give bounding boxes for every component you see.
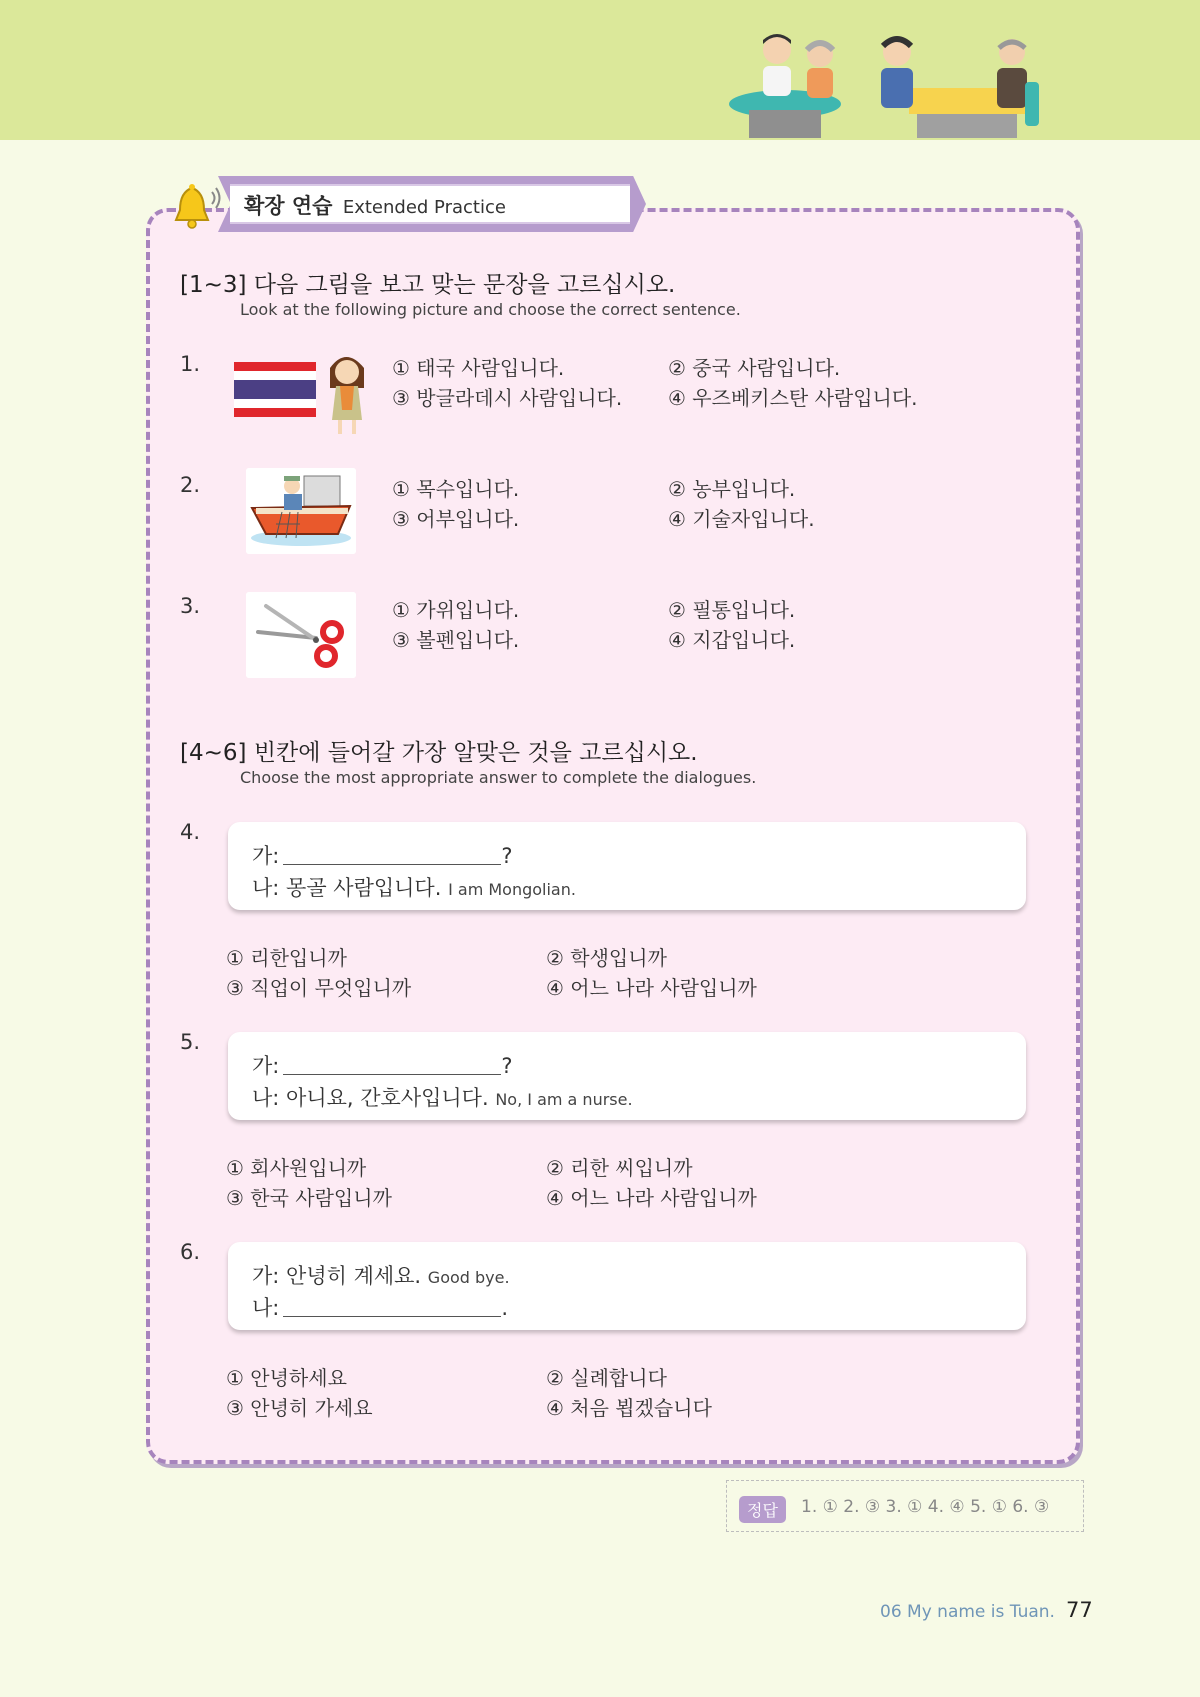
answer-key-text: 1. ① 2. ③ 3. ① 4. ④ 5. ① 6. ③ <box>801 1497 1050 1517</box>
answer-blank[interactable] <box>283 844 501 865</box>
question-4-dialogue <box>228 822 1026 910</box>
answer-key-label: 정답 <box>739 1496 786 1523</box>
scissors-image <box>246 592 356 678</box>
chapter-title: 06 My name is Tuan. <box>880 1602 1055 1622</box>
section-banner <box>218 176 646 232</box>
question-6-option-2[interactable]: ② 실례합니다 <box>546 1366 667 1390</box>
question-5-dialogue <box>228 1032 1026 1120</box>
question-3-option-1[interactable]: ① 가위입니다. <box>392 598 520 622</box>
question-4-option-1[interactable]: ① 리한입니까 <box>226 946 347 970</box>
question-5-option-2[interactable]: ② 리한 씨입니까 <box>546 1156 693 1180</box>
fisherman-boat-image <box>246 468 356 554</box>
thailand-flag-image <box>234 362 316 418</box>
question-2-option-3[interactable]: ③ 어부입니다. <box>392 507 520 531</box>
section-title-ko: 확장 연습 <box>244 194 333 218</box>
question-2-option-2[interactable]: ② 농부입니다. <box>668 477 796 501</box>
dialogue-line-2: 나: . <box>252 1296 509 1320</box>
bell-icon <box>172 182 224 232</box>
part2-instruction: [4~6] 빈칸에 들어갈 가장 알맞은 것을 고르십시오. <box>180 740 698 766</box>
question-3-option-2[interactable]: ② 필통입니다. <box>668 598 796 622</box>
part1-instruction-en: Look at the following picture and choose the correct sentence. <box>240 300 741 319</box>
section-title-en: Extended Practice <box>342 197 506 218</box>
question-1-option-2[interactable]: ② 중국 사람입니다. <box>668 356 841 380</box>
question-6-option-1[interactable]: ① 안녕하세요 <box>226 1366 347 1390</box>
dialogue-line-1: 가: ? <box>252 1054 513 1078</box>
section-title <box>244 190 506 220</box>
question-3-option-4[interactable]: ④ 지갑입니다. <box>668 628 796 652</box>
question-6-option-3[interactable]: ③ 안녕히 가세요 <box>226 1396 373 1420</box>
dialogue-line-2: 나: 몽골 사람입니다. I am Mongolian. <box>252 876 576 900</box>
answer-key-box <box>726 1480 1084 1532</box>
question-3-option-3[interactable]: ③ 볼펜입니다. <box>392 628 520 652</box>
question-4-option-2[interactable]: ② 학생입니까 <box>546 946 667 970</box>
answer-blank[interactable] <box>283 1054 501 1075</box>
dialogue-line-1: 가: ? <box>252 844 513 868</box>
question-3-number: 3. <box>180 594 201 618</box>
page-number: 77 <box>1066 1598 1093 1622</box>
question-4-option-3[interactable]: ③ 직업이 무엇입니까 <box>226 976 412 1000</box>
question-4-option-4[interactable]: ④ 어느 나라 사람입니까 <box>546 976 757 1000</box>
question-2-number: 2. <box>180 473 201 497</box>
question-6-dialogue <box>228 1242 1026 1330</box>
question-1-option-1[interactable]: ① 태국 사람입니다. <box>392 356 565 380</box>
dialogue-line-2: 나: 아니요, 간호사입니다. No, I am a nurse. <box>252 1086 633 1110</box>
question-4-number: 4. <box>180 820 201 844</box>
question-5-option-3[interactable]: ③ 한국 사람입니까 <box>226 1186 392 1210</box>
thai-woman-image <box>322 350 372 436</box>
question-5-number: 5. <box>180 1030 201 1054</box>
part1-instruction: [1~3] 다음 그림을 보고 맞는 문장을 고르십시오. <box>180 272 676 298</box>
question-1-option-4[interactable]: ④ 우즈베키스탄 사람입니다. <box>668 386 918 410</box>
part2-instruction-en: Choose the most appropriate answer to complete the dialogues. <box>240 768 757 787</box>
question-6-option-4[interactable]: ④ 처음 뵙겠습니다 <box>546 1396 712 1420</box>
question-2-option-4[interactable]: ④ 기술자입니다. <box>668 507 815 531</box>
answer-blank[interactable] <box>283 1296 501 1317</box>
dialogue-line-1: 가: 안녕히 계세요. Good bye. <box>252 1264 510 1288</box>
question-2-option-1[interactable]: ① 목수입니다. <box>392 477 520 501</box>
office-scene-illustration <box>725 28 1045 140</box>
question-5-option-4[interactable]: ④ 어느 나라 사람입니까 <box>546 1186 757 1210</box>
question-5-option-1[interactable]: ① 회사원입니까 <box>226 1156 367 1180</box>
question-1-number: 1. <box>180 352 201 376</box>
question-6-number: 6. <box>180 1240 201 1264</box>
question-1-option-3[interactable]: ③ 방글라데시 사람입니다. <box>392 386 623 410</box>
